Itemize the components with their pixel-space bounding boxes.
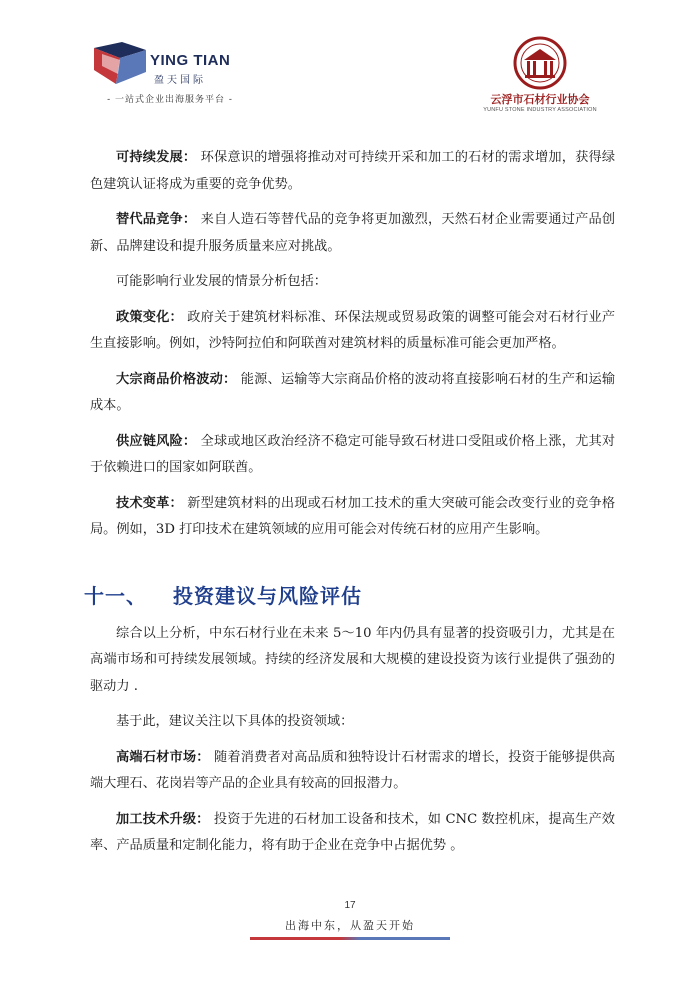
paragraph-text: 基于此，建议关注以下具体的投资领域： [116, 714, 354, 729]
paragraph-substitutes [90, 207, 615, 260]
brand-name-en: YING TIAN [150, 52, 231, 69]
footer-divider [250, 937, 450, 940]
brand-name-cn: 盈天国际 [154, 75, 206, 86]
paragraph-text: 能源、运输等大宗商品价格的波动将直接影响石材的生产和运输成本。 [90, 371, 616, 413]
paragraph-text: 可能影响行业发展的情景分析包括： [116, 274, 327, 289]
section-title-text: 投资建议与风险评估 [173, 583, 362, 608]
term-label: 可持续发展： [116, 150, 197, 165]
association-seal-icon [498, 36, 582, 90]
term-label: 政策变化： [116, 309, 183, 325]
term-label: 替代品竞争： [116, 212, 197, 227]
term-label: 供应链风险： [116, 433, 197, 449]
paragraph-summary [90, 621, 615, 701]
term-label: 高端石材市场： [116, 749, 210, 765]
paragraph-text: 新型建筑材料的出现或石材加工技术的重大突破可能会改变行业的竞争格局。例如，3D 打印技术在建筑领域的应用可能会对传统石材的应用产生影响。 [90, 495, 616, 537]
section-heading [84, 580, 615, 609]
yingtian-logo [92, 40, 242, 90]
paragraph-text: 来自人造石等替代品的竞争将更加激烈，天然石材企业需要通过产品创新、品牌建设和提升服务质量来应对挑战。 [90, 212, 616, 254]
paragraph-supply-chain [90, 429, 615, 482]
paragraph-text: 全球或地区政治经济不稳定可能导致石材进口受阻或价格上涨，尤其对于依赖进口的国家如阿联酋。 [90, 433, 616, 475]
page-number: 17 [344, 900, 356, 911]
association-name-en: YUNFU STONE INDUSTRY ASSOCIATION [483, 107, 597, 113]
page-header [0, 0, 700, 120]
paragraph-high-end [90, 745, 615, 798]
header-tagline: - 一站式企业出海服务平台 - [107, 95, 233, 105]
association-name-cn: 云浮市石材行业协会 [490, 94, 590, 106]
page-content [84, 145, 616, 869]
paragraph-tech-upgrade [90, 807, 615, 860]
paragraph-text: 综合以上分析，中东石材行业在未来 5～10 年内仍具有显著的投资吸引力，尤其是在高端市场和可持续发展领域。持续的经济发展和大规模的建设投资为该行业提供了强劲的驱动力 . [90, 625, 615, 694]
association-logo [470, 36, 610, 116]
term-label: 技术变革： [116, 495, 183, 511]
paragraph-scenario-intro [90, 269, 615, 296]
paragraph-text: 投资于先进的石材加工设备和技术，如 CNC 数控机床，提高生产效率、产品质量和定制化能力，将有助于企业在竞争中占据优势 。 [90, 811, 615, 853]
yingtian-emblem-icon [92, 40, 148, 86]
section-number: 十一、 [84, 583, 147, 608]
paragraph-technology [90, 491, 615, 544]
paragraph-sustainable [90, 145, 615, 198]
paragraph-text: 随着消费者对高品质和独特设计石材需求的增长，投资于能够提供高端大理石、花岗岩等产品的企业具有较高的回报潜力。 [90, 749, 616, 791]
paragraph-text: 环保意识的增强将推动对可持续开采和加工的石材的需求增加，获得绿色建筑认证将成为重要的竞争优势。 [90, 150, 616, 192]
paragraph-policy [90, 305, 615, 358]
paragraph-text: 政府关于建筑材料标准、环保法规或贸易政策的调整可能会对石材行业产生直接影响。例如，沙特阿拉伯和阿联酋对建筑材料的质量标准可能会更加严格。 [90, 309, 616, 351]
paragraph-commodity [90, 367, 615, 420]
footer-slogan: 出海中东，从盈天开始 [285, 919, 415, 932]
term-label: 大宗商品价格波动： [116, 371, 237, 387]
term-label: 加工技术升级： [116, 811, 210, 827]
paragraph-recommend-intro [90, 709, 615, 736]
